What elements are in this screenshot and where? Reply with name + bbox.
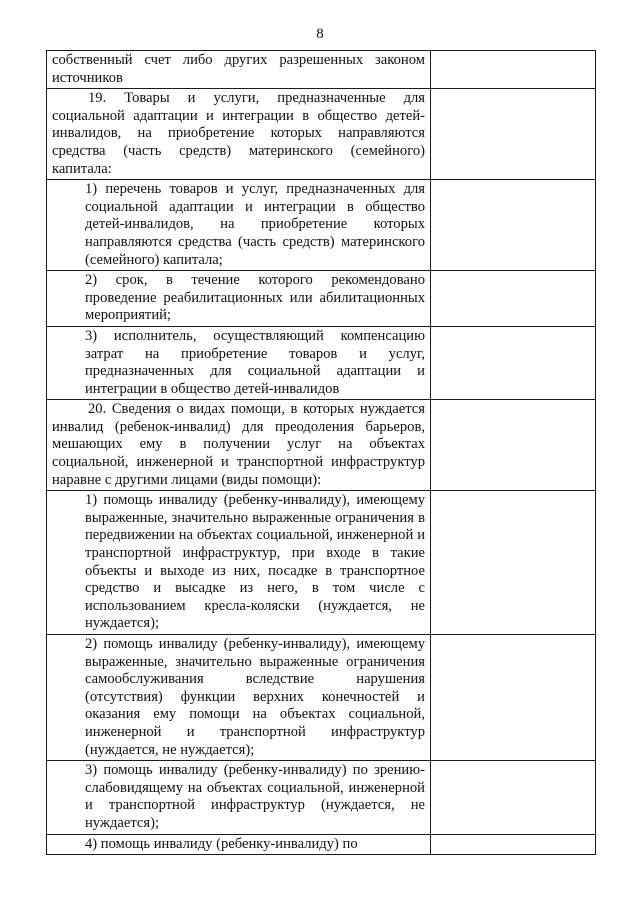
table-cell-right xyxy=(431,326,596,399)
row-text: 4) помощь инвалиду (ребенку-инвалиду) по xyxy=(85,835,358,852)
row-text: 20. Сведения о видах помощи, в которых нуждается инвалид (ребенок-инвалид) для преодоления барьеров, мешающих ему в получении услуг на объектах социальной, инженерной и транспортной инфраструктур наравне с другими лицами (виды помощи): xyxy=(52,401,425,488)
table-cell-left xyxy=(47,834,431,855)
table-cell-left xyxy=(47,400,431,491)
table-cell-right xyxy=(431,51,596,89)
row-text: 19. Товары и услуги, предназначенные для социальной адаптации и интеграции в общество детей-инвалидов, на приобретение которых направляются средства (часть средств) материнского (семейного) капитала: xyxy=(52,90,425,177)
table-row xyxy=(47,326,596,399)
row-text: собственный счет либо других разрешенных законом источников xyxy=(52,52,425,86)
table-cell-right xyxy=(431,180,596,271)
table-row xyxy=(47,491,596,635)
table-cell-left xyxy=(47,271,431,327)
table-cell-right xyxy=(431,834,596,855)
table-row xyxy=(47,271,596,327)
page-number: 8 xyxy=(316,26,324,42)
row-text: 2) помощь инвалиду (ребенку-инвалиду), имеющему выраженные, значительно выраженные ограничения самообслуживания вследствие нарушения (отсутствия) функции верхних конечностей и оказания ему помощи на объектах социальной, инженерной и транспортной инфраструктур (нуждается, не нуждается); xyxy=(85,636,425,758)
row-text: 3) помощь инвалиду (ребенку-инвалиду) по зрению-слабовидящему на объектах социальной, инженерной и транспортной инфраструктур (нуждается, не нуждается); xyxy=(85,762,425,831)
table-cell-left xyxy=(47,491,431,635)
table-cell-right xyxy=(431,400,596,491)
document-table xyxy=(46,50,596,855)
row-text: 2) срок, в течение которого рекомендовано проведение реабилитационных или абилитационных мероприятий; xyxy=(85,272,425,324)
table-cell-left xyxy=(47,635,431,761)
table-cell-right xyxy=(431,761,596,834)
table-cell-left xyxy=(47,326,431,399)
table-cell-right xyxy=(431,89,596,180)
table-row xyxy=(47,180,596,271)
table-row xyxy=(47,761,596,834)
table-cell-left xyxy=(47,761,431,834)
table-row xyxy=(47,635,596,761)
table-cell-left xyxy=(47,51,431,89)
table-cell-right xyxy=(431,271,596,327)
table-cell-left xyxy=(47,89,431,180)
table-row xyxy=(47,89,596,180)
table-cell-right xyxy=(431,491,596,635)
table-row xyxy=(47,51,596,89)
table-row xyxy=(47,400,596,491)
row-text: 1) перечень товаров и услуг, предназначенных для социальной адаптации и интеграции в общество детей-инвалидов, на приобретение которых направляются средства (часть средств) материнского (семейного) капитала; xyxy=(85,181,425,268)
row-text: 1) помощь инвалиду (ребенку-инвалиду), имеющему выраженные, значительно выраженные ограничения в передвижении на объектах социальной, инженерной и транспортной инфраструктур, при входе в такие объекты и выходе из них, посадке в транспортное средство и высадке из него, в том числе с использованием кресла-коляски (нуждается, не нуждается); xyxy=(85,492,425,632)
row-text: 3) исполнитель, осуществляющий компенсацию затрат на приобретение товаров и услуг, предназначенных для социальной адаптации и интеграции в общество детей-инвалидов xyxy=(85,327,425,397)
table-cell-left xyxy=(47,180,431,271)
table-cell-right xyxy=(431,635,596,761)
table-row xyxy=(47,834,596,855)
